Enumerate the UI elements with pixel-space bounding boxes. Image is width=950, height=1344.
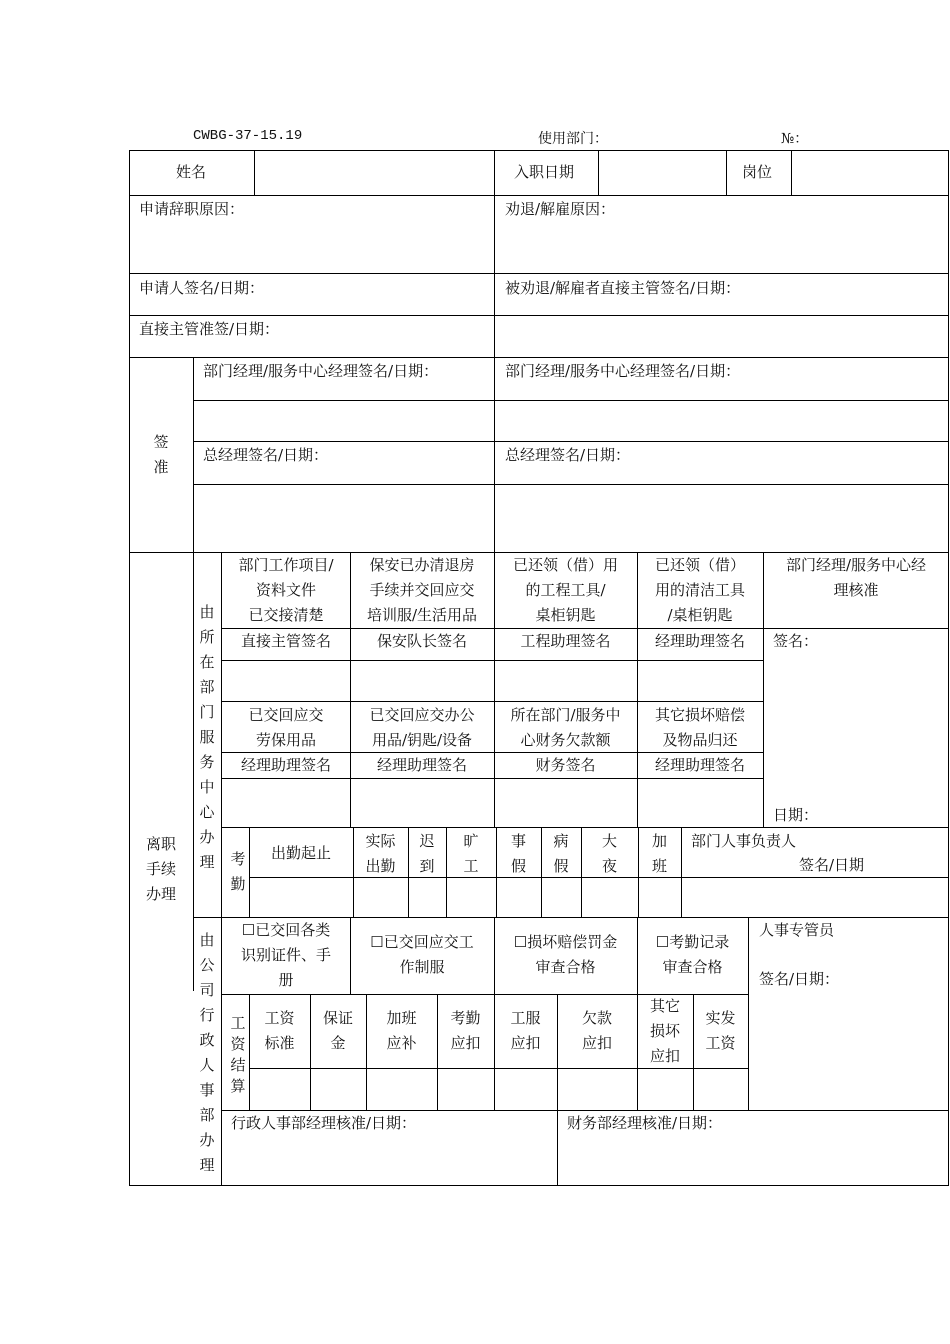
sign-d1: 经理助理签名 — [240, 756, 331, 774]
return-item-2: 已交回应交办公 用品/钥匙/设备 — [369, 706, 475, 749]
salary-label: 工资结算 — [230, 1014, 246, 1095]
resign-reason-label: 申请辞职原因： — [139, 200, 245, 218]
dept-item-5: 部门经理/服务中心经 理核准 — [785, 556, 927, 599]
salary-col-1: 工资 标准 — [264, 1009, 295, 1052]
dept-mgr-sign-label: 签名： — [773, 632, 819, 650]
dept-item-4: 已还领（借） 用的清洁工具 /桌柜钥匙 — [654, 556, 745, 624]
attendance-col-8: 加 班 — [651, 832, 667, 875]
hr-check-4: ☐考勤记录 审查合格 — [655, 933, 730, 976]
sign-finance: 财务签名 — [535, 756, 596, 774]
sign-d2: 经理助理签名 — [376, 756, 467, 774]
sign-engineering-assistant: 工程助理签名 — [520, 632, 611, 650]
dept-item-2: 保安已办清退房 手续并交回应交 培训服/生活用品 — [366, 556, 478, 624]
supervisor-sign-label: 被劝退/解雇者直接主管签名/日期： — [505, 279, 741, 297]
hr-officer-sign: 签名/日期： — [759, 970, 840, 988]
salary-col-8: 实发 工资 — [705, 1009, 736, 1052]
fin-mgr-approve: 财务部经理核准/日期： — [567, 1114, 723, 1132]
procedure-label: 离职手续办理 — [146, 835, 177, 903]
attendance-col-6: 病 假 — [553, 832, 569, 875]
hr-officer-label: 人事专管员 — [759, 921, 835, 939]
return-item-3: 所在部门/服务中 心财务欠款额 — [510, 706, 621, 749]
hr-section-label: 由公司行政人事部办理 — [199, 931, 215, 1174]
date-label: 日期： — [773, 806, 819, 824]
salary-col-7: 其它 损坏 应扣 — [649, 997, 680, 1065]
attendance-col-2: 实际 出勤 — [365, 832, 396, 875]
form-code: CWBG-37-15.19 — [193, 128, 303, 144]
salary-col-6: 欠款 应扣 — [581, 1009, 612, 1052]
attendance-col-3: 迟 到 — [419, 832, 435, 875]
return-item-1: 已交回应交 劳保用品 — [248, 706, 324, 749]
entry-date-label: 入职日期 — [514, 163, 575, 181]
applicant-sign-label: 申请人签名/日期： — [139, 279, 265, 297]
gm-sign-right: 总经理签名/日期： — [505, 446, 631, 464]
dept-mgr-sign-left: 部门经理/服务中心经理签名/日期： — [203, 362, 439, 380]
sign-direct-supervisor: 直接主管签名 — [240, 632, 331, 650]
hr-check-1: ☐已交回各类 识别证件、手 册 — [240, 921, 331, 989]
number-label: №： — [781, 131, 809, 147]
dismiss-reason-label: 劝退/解雇原因： — [505, 200, 616, 218]
salary-col-2: 保证 金 — [322, 1009, 353, 1052]
salary-col-3: 加班 应补 — [386, 1009, 417, 1052]
direct-approve-label: 直接主管准签/日期： — [139, 320, 280, 338]
attendance-label: 考勤 — [230, 850, 246, 893]
return-item-4: 其它损坏赔偿 及物品归还 — [654, 706, 745, 749]
name-label: 姓名 — [176, 163, 207, 181]
position-label: 岗位 — [742, 163, 773, 181]
approval-label: 签准 — [153, 433, 169, 476]
hr-check-3: ☐损坏赔偿罚金 审查合格 — [513, 933, 618, 976]
hr-head-sign: 签名/日期 — [799, 856, 865, 874]
attendance-col-4: 旷 工 — [463, 832, 479, 875]
salary-col-4: 考勤 应扣 — [450, 1009, 481, 1052]
sign-security-captain: 保安队长签名 — [376, 632, 467, 650]
hr-mgr-approve: 行政人事部经理核准/日期： — [231, 1114, 417, 1132]
sign-manager-assistant: 经理助理签名 — [654, 632, 745, 650]
attendance-col-5: 事 假 — [510, 832, 526, 875]
gm-sign-left: 总经理签名/日期： — [203, 446, 329, 464]
dept-item-1: 部门工作项目/ 资料文件 已交接清楚 — [238, 556, 334, 624]
hr-head-label: 部门人事负责人 — [691, 832, 797, 850]
dept-mgr-sign-right: 部门经理/服务中心经理签名/日期： — [505, 362, 741, 380]
salary-col-5: 工服 应扣 — [510, 1009, 541, 1052]
sign-d4: 经理助理签名 — [654, 756, 745, 774]
attendance-col-1: 出勤起止 — [270, 844, 331, 862]
dept-item-3: 已还领（借）用 的工程工具/ 桌柜钥匙 — [512, 556, 618, 624]
attendance-col-7: 大 夜 — [601, 832, 617, 875]
hr-check-2: ☐已交回应交工 作制服 — [370, 933, 474, 976]
dept-label: 使用部门： — [538, 131, 608, 147]
dept-section-label: 由所在部门服务中心办理 — [199, 603, 215, 871]
